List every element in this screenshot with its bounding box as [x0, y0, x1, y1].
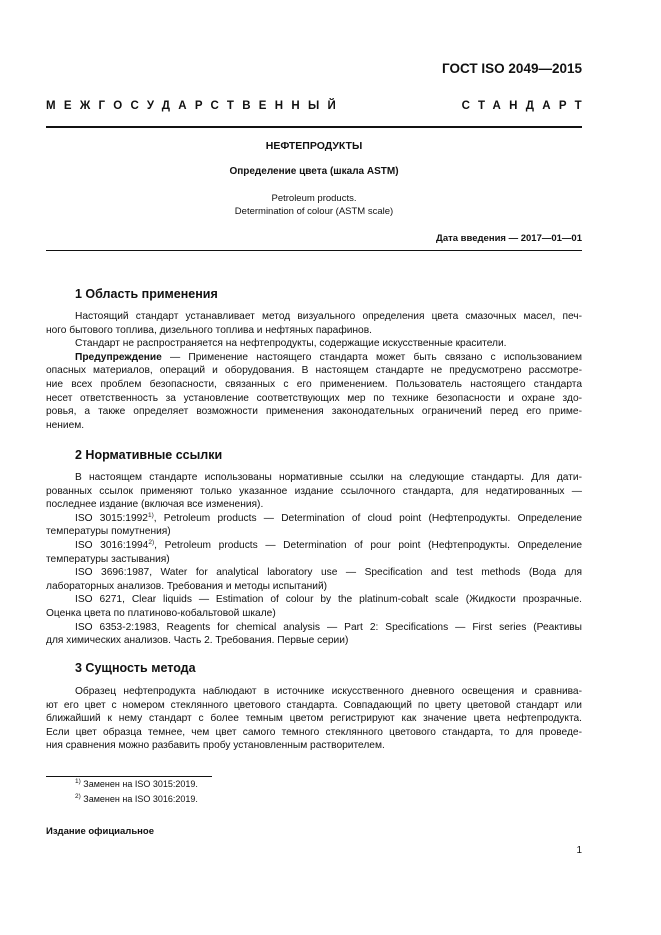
page-number: 1	[576, 845, 582, 856]
text-line: температуры застывания)	[46, 553, 170, 565]
english-title-line: Determination of colour (ASTM scale)	[234, 206, 394, 217]
standard-type-band	[46, 100, 590, 114]
official-edition-label: Издание официальное	[46, 826, 154, 837]
text-line: ISO 6271, Clear liquids — Estimation of colour by the platinum-cobalt scale (Жидкости прозрачные.	[75, 594, 582, 606]
text-line: ближайший к нему стандарт с более темным цветом регистрируют как значение цвета нефтепродукта.	[46, 713, 582, 725]
footnote-rule	[46, 776, 212, 777]
text-line: ISO 6353-2:1983, Reagents for chemical analysis — Part 2: Specifications — First series (Реактивы	[75, 621, 582, 633]
reference-id: ISO 3016:1994	[75, 539, 149, 551]
footnote-mark: 2)	[75, 793, 81, 800]
warning-label: Предупреждение	[75, 351, 162, 363]
text-line: ровья, а также определяет возможности применения законодательных ограничений перед его приме-	[46, 406, 582, 418]
footnote-text: Заменен на ISO 3016:2019.	[83, 794, 198, 804]
english-title-line: Petroleum products.	[271, 193, 357, 204]
text-line: Настоящий стандарт устанавливает метод визуального определения цвета смазочных масел, печ-	[75, 311, 582, 322]
reference-id: ISO 3015:1992	[75, 512, 148, 524]
text-line: для химических анализов. Часть 2. Требования. Первые серии)	[46, 635, 349, 647]
document-title: НЕФТЕПРОДУКТЫ	[265, 140, 363, 152]
text-line: ISO 3696:1987, Water for analytical laboratory use — Specification and test methods (Вода для	[75, 567, 582, 579]
text-line: лабораторных анализов. Требования и методы испытаний)	[46, 580, 328, 592]
text-line: В настоящем стандарте использованы нормативные ссылки на следующие стандарты. Для дати-	[75, 472, 582, 483]
section-references-text	[46, 471, 582, 648]
footnote-mark: 1)	[75, 778, 81, 785]
warning-line	[46, 351, 582, 365]
section-principle-text	[46, 685, 582, 753]
reference-line	[46, 512, 582, 526]
text-line: Если цвет образца темнее, чем цвет самого темного стеклянного цветового стандарта, то для проведе-	[46, 726, 582, 738]
text-line: ного бытового топлива, дизельного топлива и нефтяных парафинов.	[46, 324, 372, 336]
reference-title: , Petroleum products — Determination of cloud point (Нефтепродукты. Определение	[153, 512, 582, 524]
warning-text: — Применение настоящего стандарта может быть связано с использованием	[170, 351, 582, 363]
date-rule	[46, 250, 582, 251]
section-scope-text	[46, 310, 582, 432]
introduction-date: Дата введения — 2017—01—01	[436, 233, 582, 244]
text-line: Образец нефтепродукта наблюдают в источнике искусственного дневного освещения и сравнива-	[75, 686, 582, 697]
interstate-label: МЕЖГОСУДАРСТВЕННЫЙ	[46, 100, 345, 112]
text-line: ние всех проблем безопасности, связанных с его применением. Пользователь настоящего стандарта	[46, 378, 582, 390]
text-line: последнее издание (включая все изменения).	[46, 499, 264, 511]
footnote	[75, 794, 198, 804]
section-heading-principle: 3 Сущность метода	[75, 661, 196, 675]
document-subtitle: Определение цвета (шкала ASTM)	[229, 166, 399, 177]
reference-line	[46, 539, 582, 553]
text-line: температуры помутнения)	[46, 526, 171, 538]
text-line: Стандарт не распространяется на нефтепродукты, содержащие искусственные красители.	[75, 338, 507, 350]
footnote	[75, 779, 198, 789]
text-line: ют его цвет с номером стеклянного цветового стандарта. Совпадающий по цвету цветовой стандарт или	[46, 699, 582, 711]
text-line: нением.	[46, 419, 85, 431]
english-title	[46, 192, 582, 218]
text-line: опасных материалов, операций и оборудования. В настоящем стандарте не предусмотрено рассмотре-	[46, 365, 582, 377]
section-heading-scope: 1 Область применения	[75, 287, 218, 301]
standard-code: ГОСТ ISO 2049—2015	[442, 61, 582, 76]
header-rule	[46, 126, 582, 128]
standard-label: СТАНДАРТ	[461, 100, 590, 112]
footnote-text: Заменен на ISO 3015:2019.	[83, 779, 198, 789]
reference-title: , Petroleum products — Determination of pour point (Нефтепродукты. Определение	[154, 539, 582, 551]
section-heading-references: 2 Нормативные ссылки	[75, 448, 223, 462]
text-line: ния сравнения можно разбавить пробу установленным растворителем.	[46, 740, 385, 752]
text-line: Оценка цвета по платиново-кобальтовой шкале)	[46, 607, 276, 619]
text-line: рованных ссылок применяют только указанное издание ссылочного стандарта, для недатированных —	[46, 485, 582, 497]
footnote-ref: 1)	[147, 511, 154, 519]
text-line: несет ответственность за установление соответствующих мер по технике безопасности и охране здо-	[46, 392, 582, 404]
footnote-ref: 2)	[148, 538, 155, 546]
